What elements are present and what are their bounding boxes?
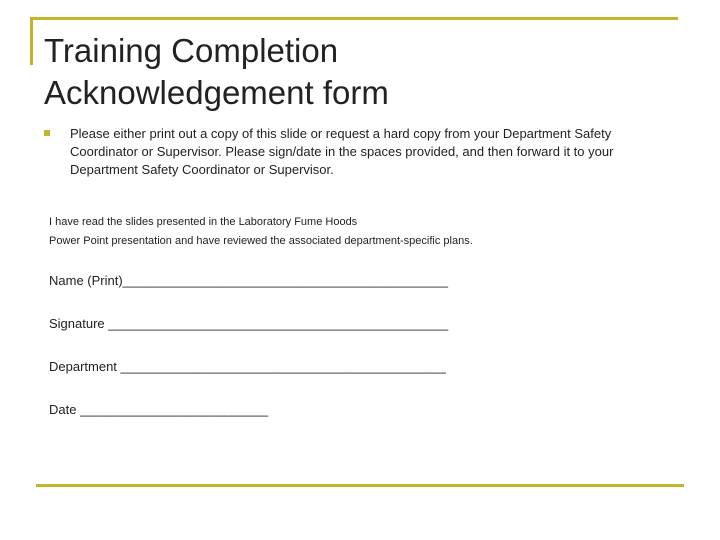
statement-line-1: I have read the slides presented in the Laboratory Fume Hoods <box>49 216 358 228</box>
department-field: Department _____________________________________________ <box>49 359 446 374</box>
instruction-text: Please either print out a copy of this slide or request a hard copy from your Department Safety Coordinator or Supervisor. Please sign/date in the spaces provided, and then forward it to your Department Safety Coordinator or Supervisor. <box>70 126 614 177</box>
name-print-field: Name (Print)_____________________________________________ <box>49 273 449 288</box>
top-rule <box>30 17 678 20</box>
signature-field: Signature _______________________________________________ <box>49 316 449 331</box>
bottom-rule <box>36 484 684 487</box>
date-field: Date __________________________ <box>49 402 269 417</box>
acknowledgement-statement <box>49 213 473 251</box>
square-bullet-icon <box>44 130 50 136</box>
slide-title <box>44 30 389 114</box>
title-line-1: Training Completion <box>44 32 339 69</box>
left-rule <box>30 17 33 65</box>
statement-line-2: Power Point presentation and have reviewed the associated department-specific plans. <box>49 235 473 247</box>
title-line-2: Acknowledgement form <box>44 74 389 111</box>
